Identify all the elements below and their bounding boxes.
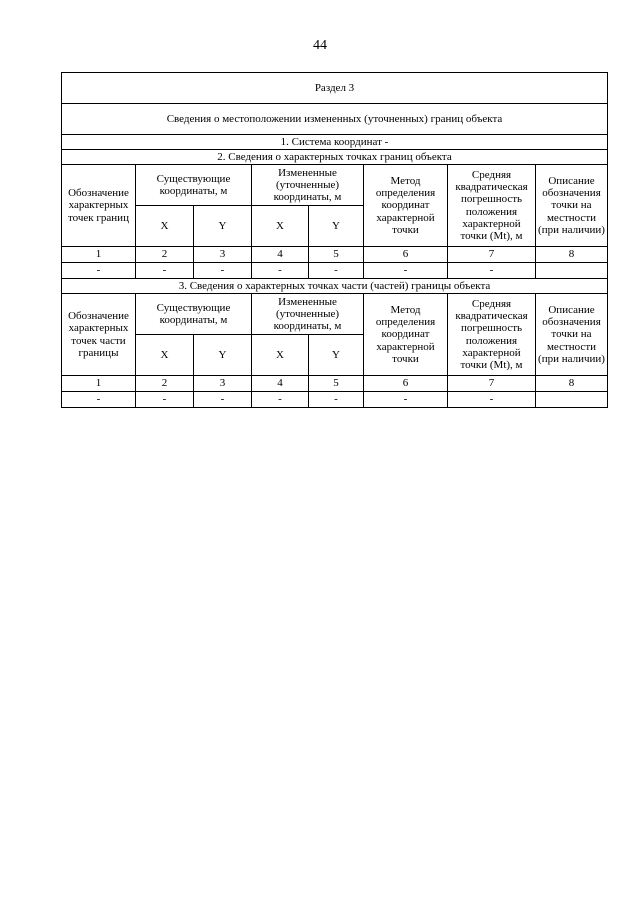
block3-number-cell: 3 [194, 376, 252, 392]
block3-number-cell: 7 [448, 376, 536, 392]
block3-header-designation: Обозначение характерных точек части границы [62, 294, 136, 376]
block3-number-cell: 2 [136, 376, 194, 392]
block3-value-cell: - [252, 392, 309, 408]
block2-header-method: Метод определения координат характерной точки [364, 165, 448, 247]
block2-number-cell: 8 [536, 247, 608, 263]
block3-title: 3. Сведения о характерных точках части (частей) границы объекта [62, 279, 608, 294]
block2-header-description: Описание обозначения точки на местности (при наличии) [536, 165, 608, 247]
block3-header-x2: X [252, 335, 309, 376]
block2-value-cell: - [62, 263, 136, 279]
block2-header-existing: Существующие координаты, м [136, 165, 252, 206]
block2-value-cell: - [309, 263, 364, 279]
block2-value-cell: - [194, 263, 252, 279]
block3-value-cell: - [194, 392, 252, 408]
block2-header-designation: Обозначение характерных точек границ [62, 165, 136, 247]
section-subtitle: Сведения о местоположении измененных (уточненных) границ объекта [62, 104, 608, 135]
block2-value-cell: - [448, 263, 536, 279]
block3-header-method: Метод определения координат характерной точки [364, 294, 448, 376]
page-number: 44 [313, 38, 327, 53]
block3-header-error: Средняя квадратическая погрешность положения характерной точки (Mt), м [448, 294, 536, 376]
block3-value-cell: - [136, 392, 194, 408]
block3-value-cell: - [62, 392, 136, 408]
block2-number-cell: 7 [448, 247, 536, 263]
block3-header-description: Описание обозначения точки на местности (при наличии) [536, 294, 608, 376]
block3-header-y1: Y [194, 335, 252, 376]
block2-number-cell: 2 [136, 247, 194, 263]
block3-value-cell [536, 392, 608, 408]
block3-number-cell: 4 [252, 376, 309, 392]
block3-header-changed: Измененные (уточненные) координаты, м [252, 294, 364, 335]
section-title: Раздел 3 [62, 73, 608, 104]
block2-number-cell: 5 [309, 247, 364, 263]
block2-header-y1: Y [194, 206, 252, 247]
block3-number-cell: 1 [62, 376, 136, 392]
block3-number-cell: 8 [536, 376, 608, 392]
coordinate-system-label: 1. Система координат - [62, 135, 608, 150]
block2-value-cell: - [136, 263, 194, 279]
block2-value-cell: - [252, 263, 309, 279]
block2-number-cell: 3 [194, 247, 252, 263]
block2-header-x1: X [136, 206, 194, 247]
block2-title: 2. Сведения о характерных точках границ объекта [62, 150, 608, 165]
block2-number-cell: 4 [252, 247, 309, 263]
block3-header-existing: Существующие координаты, м [136, 294, 252, 335]
block3-header-y2: Y [309, 335, 364, 376]
block3-header-x1: X [136, 335, 194, 376]
block2-value-cell [536, 263, 608, 279]
block2-number-cell: 1 [62, 247, 136, 263]
block3-value-cell: - [448, 392, 536, 408]
block2-number-row [62, 247, 608, 263]
block2-header-x2: X [252, 206, 309, 247]
block3-value-cell: - [309, 392, 364, 408]
block2-value-row [62, 263, 608, 279]
boundary-table [61, 72, 608, 408]
block3-number-cell: 5 [309, 376, 364, 392]
block2-number-cell: 6 [364, 247, 448, 263]
block3-number-cell: 6 [364, 376, 448, 392]
block2-header-changed: Измененные (уточненные) координаты, м [252, 165, 364, 206]
block2-value-cell: - [364, 263, 448, 279]
block2-header-error: Средняя квадратическая погрешность положения характерной точки (Mt), м [448, 165, 536, 247]
block3-value-cell: - [364, 392, 448, 408]
block2-header-y2: Y [309, 206, 364, 247]
block3-value-row [62, 392, 608, 408]
block3-number-row [62, 376, 608, 392]
